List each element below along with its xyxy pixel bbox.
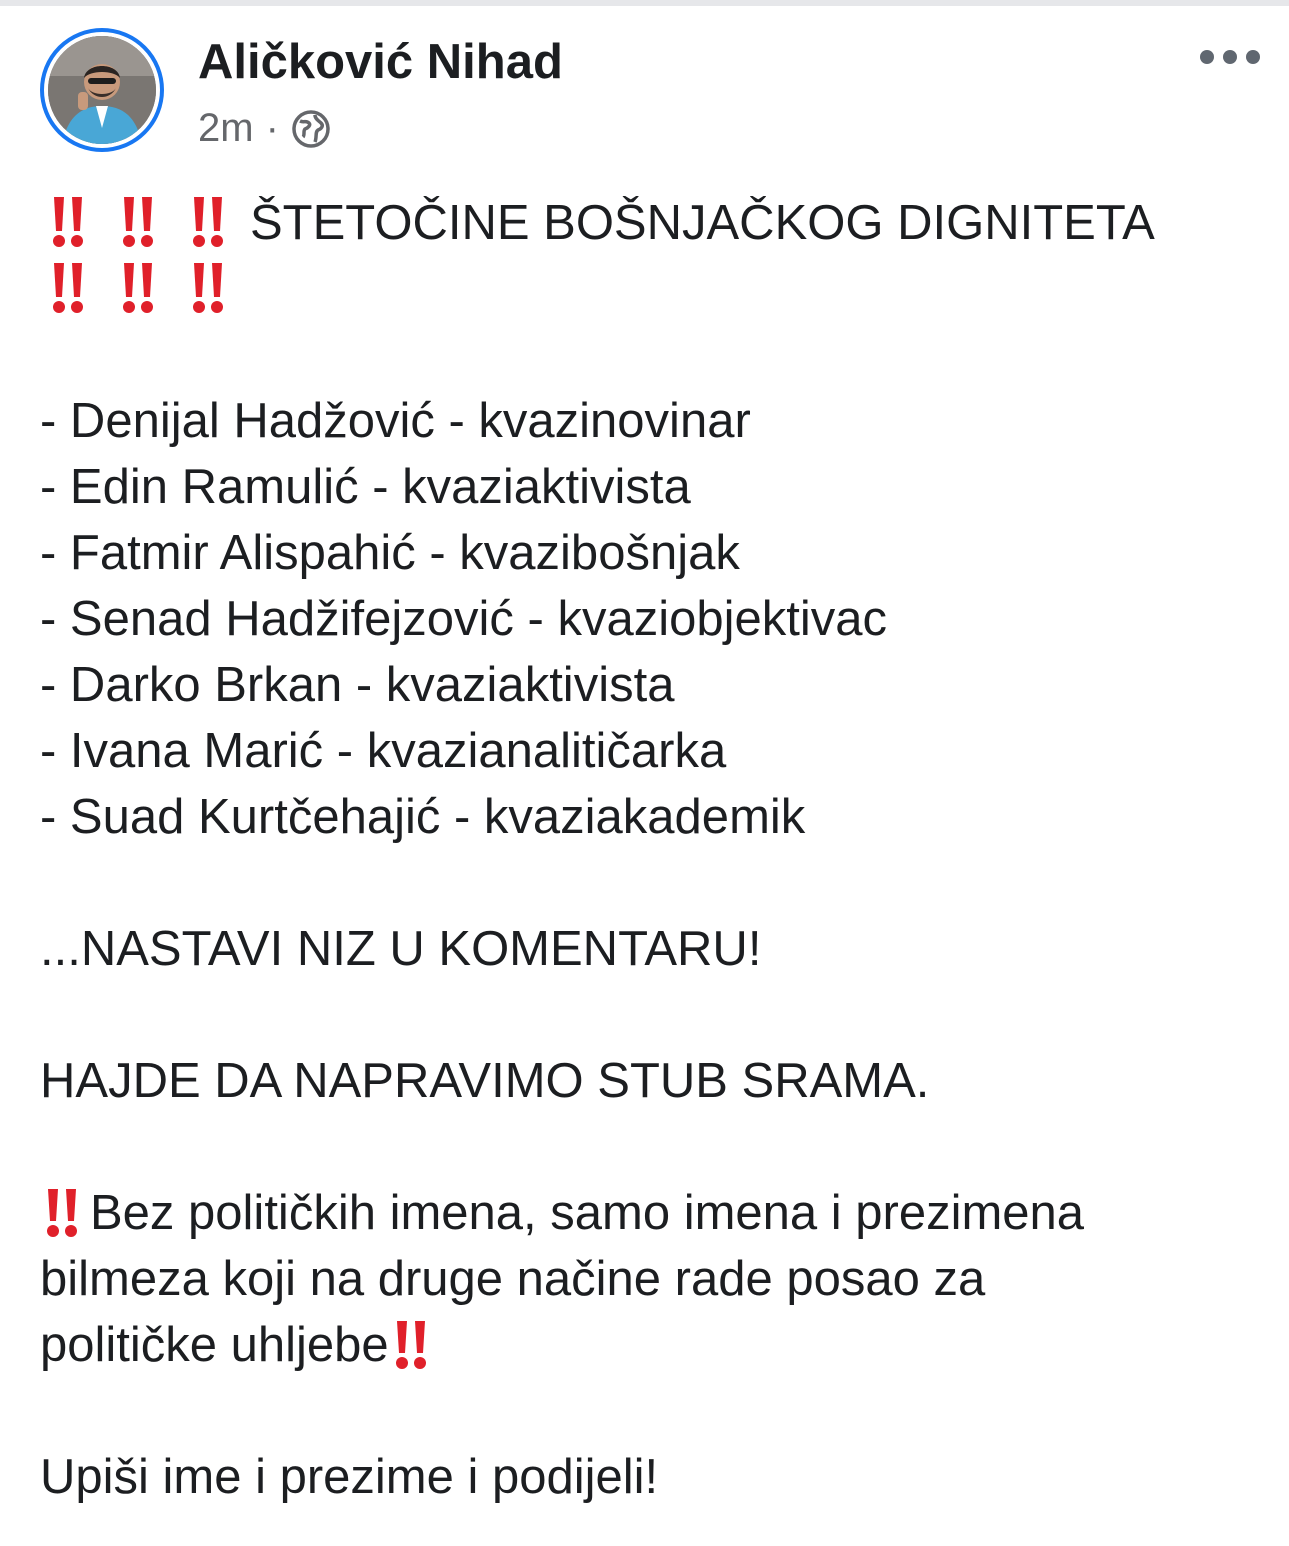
- double-exclamation-icon: [180, 259, 236, 315]
- list-item: - Darko Brkan - kvaziaktivista: [40, 658, 675, 712]
- person-photo-icon: [48, 36, 156, 144]
- list-item: - Senad Hadžifejzović - kvaziobjektivac: [40, 592, 887, 646]
- post-meta: [198, 106, 331, 151]
- spacer: [40, 1114, 1240, 1180]
- pillar-line: HAJDE DA NAPRAVIMO STUB SRAMA.: [40, 1054, 930, 1108]
- spacer: [40, 850, 1240, 916]
- post-header: [40, 28, 1260, 168]
- list-item: - Fatmir Alispahić - kvazibošnjak: [40, 526, 740, 580]
- double-exclamation-icon: [389, 1315, 439, 1371]
- dot: [1200, 50, 1214, 64]
- dot: [1223, 50, 1237, 64]
- call-to-action: Upiši ime i prezime i podijeli!: [40, 1450, 659, 1504]
- top-divider: [0, 0, 1289, 6]
- author-avatar[interactable]: [40, 28, 164, 152]
- avatar-photo: [48, 36, 156, 144]
- double-exclamation-icon: [110, 193, 166, 249]
- globe-icon[interactable]: [291, 109, 331, 149]
- names-list: [40, 388, 1240, 850]
- post-title-emoji-row: [40, 256, 1240, 322]
- author-name[interactable]: Aličković Nihad: [198, 35, 563, 89]
- post-title: ŠTETOČINE BOŠNJAČKOG DIGNITETA: [250, 196, 1155, 250]
- post-body: [40, 190, 1240, 1510]
- spacer: [40, 1378, 1240, 1444]
- spacer: [40, 322, 1240, 388]
- note-line: političke uhljebe: [40, 1318, 389, 1372]
- dot: [1246, 50, 1260, 64]
- double-exclamation-icon: [110, 259, 166, 315]
- more-options-icon[interactable]: [1200, 42, 1260, 72]
- double-exclamation-icon: [40, 193, 96, 249]
- list-item: - Edin Ramulić - kvaziaktivista: [40, 460, 691, 514]
- post-title-line: [40, 190, 1240, 256]
- continue-line: ...NASTAVI NIZ U KOMENTARU!: [40, 922, 762, 976]
- note-paragraph: [40, 1180, 1240, 1378]
- double-exclamation-icon: [40, 259, 96, 315]
- note-line: Bez političkih imena, samo imena i prezimena: [90, 1186, 1085, 1240]
- meta-separator: ·: [265, 106, 279, 150]
- double-exclamation-icon: [180, 193, 236, 249]
- list-item: - Denijal Hadžović - kvazinovinar: [40, 394, 751, 448]
- list-item: - Ivana Marić - kvazianalitičarka: [40, 724, 727, 778]
- note-line: bilmeza koji na druge načine rade posao za: [40, 1252, 986, 1306]
- spacer: [40, 982, 1240, 1048]
- list-item: - Suad Kurtčehajić - kvaziakademik: [40, 790, 806, 844]
- double-exclamation-icon: [40, 1183, 90, 1239]
- post-time[interactable]: 2m: [198, 106, 254, 150]
